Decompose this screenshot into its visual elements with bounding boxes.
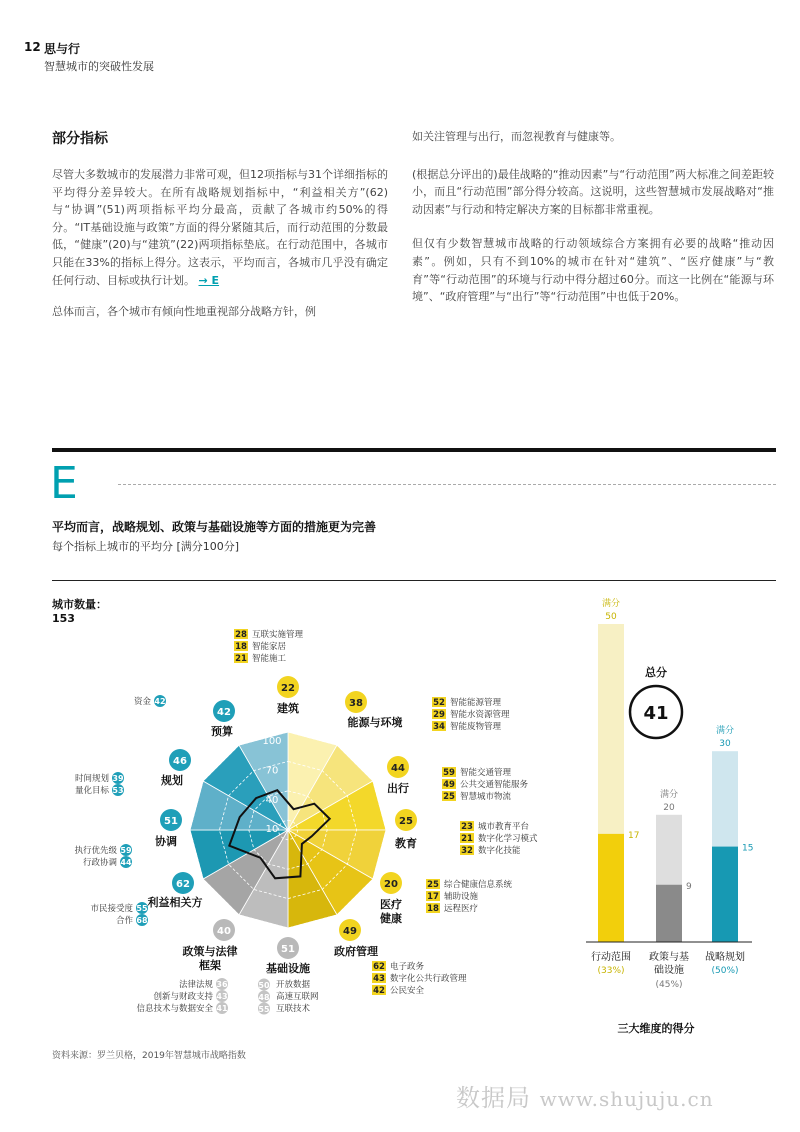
sub-score: 34	[433, 722, 445, 732]
sub-score: 59	[120, 846, 132, 855]
sub-indicator-name: 时间规划	[74, 774, 109, 784]
sub-score: 17	[427, 892, 439, 902]
left-paragraph-2: 总体而言，各个城市有倾向性地重视部分战略方针，例	[52, 305, 316, 319]
sub-indicator-name: 远程医疗	[444, 904, 479, 914]
sub-score: 55	[136, 904, 148, 913]
source-note: 资料来源：罗兰贝格，2019年智慧城市战略指数	[52, 1051, 246, 1061]
sub-score: 28	[235, 630, 247, 640]
sub-indicator-name: 行政协调	[82, 858, 117, 868]
sub-score: 68	[136, 916, 148, 925]
bar-max-label: 满分	[659, 789, 679, 800]
sub-indicator-name: 互联实施管理	[252, 630, 304, 640]
sub-indicator-name: 创新与财政支持	[153, 992, 213, 1002]
category-name: 医疗	[380, 898, 402, 911]
sub-indicator-name: 综合健康信息系统	[444, 880, 513, 890]
sub-score: 32	[461, 846, 473, 856]
sub-score: 21	[461, 834, 473, 844]
category-name: 教育	[395, 837, 417, 850]
sub-indicator-name: 城市教育平台	[478, 822, 530, 832]
sub-indicator-name: 智能家居	[252, 642, 287, 652]
sub-indicator-name: 辅助设施	[444, 892, 479, 902]
sub-indicator-name: 互联技术	[276, 1004, 311, 1014]
category-name: 协调	[155, 835, 177, 848]
sub-indicator-name: 开放数据	[276, 980, 311, 990]
right-paragraph-1: 如关注管理与出行，而忽视教育与健康等。	[412, 130, 621, 143]
category-score: 46	[173, 756, 187, 767]
radar-ring-label: 100	[262, 736, 282, 747]
sub-indicator-name: 信息技术与数据安全	[136, 1004, 213, 1014]
sub-indicator-name: 智能施工	[252, 654, 287, 664]
category-score: 44	[391, 763, 405, 774]
sub-score: 18	[235, 642, 247, 652]
sub-indicator-name: 数字化学习模式	[478, 834, 538, 844]
bar-max-value: 50	[605, 612, 617, 622]
category-name: 规划	[161, 774, 183, 787]
total-score-label: 总分	[645, 666, 667, 679]
figure-top-rule	[52, 448, 776, 452]
bar-name: 战略规划	[705, 952, 745, 963]
sub-indicator-name: 智能交通管理	[460, 768, 512, 778]
bar-value-label: 9	[686, 881, 692, 892]
category-name: 出行	[387, 782, 409, 795]
sub-score: 23	[461, 822, 473, 832]
sub-score: 36	[216, 980, 228, 989]
bar-max-label: 满分	[715, 726, 735, 737]
sub-score: 53	[112, 786, 124, 795]
sub-indicator-name: 量化目标	[74, 786, 109, 796]
sub-indicator-name: 智能能源管理	[450, 698, 502, 708]
sub-indicator-name: 数字化技能	[478, 846, 521, 856]
sub-score: 25	[443, 792, 455, 802]
sub-indicator-name: 执行优先级	[74, 846, 117, 856]
sub-indicator-name: 电子政务	[390, 962, 425, 972]
publication-subtitle: 智慧城市的突破性发展	[44, 60, 154, 73]
category-score: 51	[164, 816, 178, 827]
bar-max-value: 30	[719, 739, 731, 750]
left-column	[52, 166, 388, 321]
sub-score: 43	[373, 974, 385, 984]
category-score: 42	[217, 707, 231, 718]
sub-indicator-name: 智慧城市物流	[460, 792, 512, 802]
bar-max-label: 满分	[601, 599, 621, 609]
category-score: 20	[384, 879, 398, 890]
radar-ring-label: 70	[265, 765, 279, 777]
bar-percent: (45%)	[655, 980, 683, 990]
sub-score: 55	[258, 1005, 270, 1014]
sub-indicator-name: 法律法规	[178, 980, 213, 990]
category-name: 政策与法律	[182, 945, 238, 958]
category-score: 22	[281, 683, 295, 694]
category-name: 健康	[380, 912, 402, 925]
bar-percent: (33%)	[597, 966, 625, 976]
category-name: 框架	[199, 959, 221, 972]
sub-score: 44	[120, 858, 132, 867]
sub-score: 29	[433, 710, 445, 720]
sub-score: 59	[443, 768, 455, 778]
bar-name: 政策与基	[649, 952, 689, 963]
publication-title: 思与行	[44, 42, 81, 56]
page-number: 12	[24, 40, 41, 54]
sub-score: 42	[154, 697, 166, 706]
category-score: 40	[217, 926, 231, 937]
category-score: 38	[349, 698, 363, 709]
sub-indicator-name: 智能废物管理	[450, 722, 502, 732]
right-column	[412, 128, 774, 306]
bar-value-行动范围	[598, 834, 624, 942]
radar-ring-label: 40	[265, 794, 279, 806]
right-paragraph-3: 但仅有少数智慧城市战略的行动领域综合方案拥有必要的战略“推动因素”。例如，只有不到10%的城市在针对“建筑”、“医疗健康”与“教育”等“行动范围”的环境与行动中得分超过60分。而这一比例在“能源与环境”、“政府管理”与“出行”等“行动范围”中也低于20%。	[412, 237, 774, 304]
city-count-value: 153	[52, 612, 75, 625]
left-paragraph-1-text: 尽管大多数城市的发展潜力非常可观，但12项指标与31个详细指标的平均得分差异较大。在所有战略规划指标中，“利益相关方”(62)与“协调”(51)两项指标平均分最高，贡献了各城市约50%的得分。“IT基础设施与政策”方面的得分紧随其后，而行动范围的分数最低，“健康”(20)与“建筑”(22)两项指标垫底。在行动范围中，各城市只能在33%的指标上得分。这表示，平均而言，各城市几乎没有确定任何行动、目标或执行计划。	[52, 168, 388, 287]
figure-subtitle: 每个指标上城市的平均分 [满分100分]	[52, 540, 240, 553]
sub-indicator-name: 公民安全	[390, 986, 425, 996]
figure-rule	[52, 580, 776, 581]
watermark-url: www.shujuju.cn	[539, 1087, 714, 1111]
bar-value-政策与基础设施	[656, 885, 682, 942]
sub-score: 48	[258, 993, 270, 1002]
sub-indicator-name: 智能水资源管理	[450, 710, 510, 720]
sub-indicator-name: 公共交通智能服务	[460, 780, 529, 790]
sub-score: 18	[427, 904, 439, 914]
category-score: 25	[399, 816, 413, 827]
total-score-value: 41	[643, 703, 669, 724]
category-score: 49	[343, 926, 357, 937]
watermark-cn: 数据局	[456, 1084, 531, 1112]
bar-max-value: 20	[663, 802, 675, 813]
bar-percent: (50%)	[711, 966, 739, 976]
sub-score: 41	[216, 1004, 228, 1013]
category-name: 预算	[211, 725, 233, 738]
sub-indicator-name: 市民接受度	[90, 904, 133, 914]
figure-label: E	[50, 458, 78, 509]
section-title: 部分指标	[52, 131, 108, 147]
sub-score: 25	[427, 880, 439, 890]
left-paragraph-1	[52, 166, 388, 289]
sub-indicator-name: 资金	[133, 697, 151, 707]
bar-name: 础设施	[654, 965, 684, 976]
sub-score: 49	[443, 780, 455, 790]
bar-value-label: 15	[742, 843, 754, 854]
sub-score: 39	[112, 774, 124, 783]
category-score: 62	[176, 879, 190, 890]
bars-title: 三大维度的得分	[617, 1022, 695, 1035]
category-name: 利益相关方	[147, 896, 203, 909]
sub-score: 42	[373, 986, 385, 996]
sub-indicator-name: 高速互联网	[276, 992, 319, 1002]
sub-score: 43	[216, 992, 228, 1001]
bar-value-label: 17	[628, 830, 640, 841]
sub-score: 62	[373, 962, 385, 972]
right-paragraph-2: (根据总分评出的)最佳战略的“推动因素”与“行动范围”两大标准之间差距较小，而且“行动范围”部分得分较高。这说明，这些智慧城市发展战略对“推动因素”与行动和特定解决方案的目标都非常重视。	[412, 167, 774, 216]
sub-score: 21	[235, 654, 247, 664]
category-name: 政府管理	[334, 945, 378, 958]
watermark	[456, 1078, 714, 1113]
sub-score: 50	[258, 981, 270, 990]
city-count-label: 城市数量：	[52, 598, 107, 611]
category-name: 能源与环境	[347, 716, 403, 729]
category-score: 51	[281, 944, 295, 955]
dimension-bar-chart	[560, 590, 790, 1050]
radar-ring-label: 10	[265, 824, 279, 836]
bar-name: 行动范围	[591, 952, 631, 963]
bar-value-战略规划	[712, 847, 738, 942]
figure-title: 平均而言，战略规划、政策与基础设施等方面的措施更为完善	[52, 520, 377, 534]
category-name: 基础设施	[266, 962, 310, 975]
figure-dashed-divider	[118, 484, 776, 485]
sub-score: 52	[433, 698, 445, 708]
sub-indicator-name: 数字化公共行政管理	[390, 974, 467, 984]
sub-indicator-name: 合作	[115, 916, 133, 926]
category-name: 建筑	[277, 702, 299, 715]
figure-e-link[interactable]: → E	[198, 273, 220, 287]
